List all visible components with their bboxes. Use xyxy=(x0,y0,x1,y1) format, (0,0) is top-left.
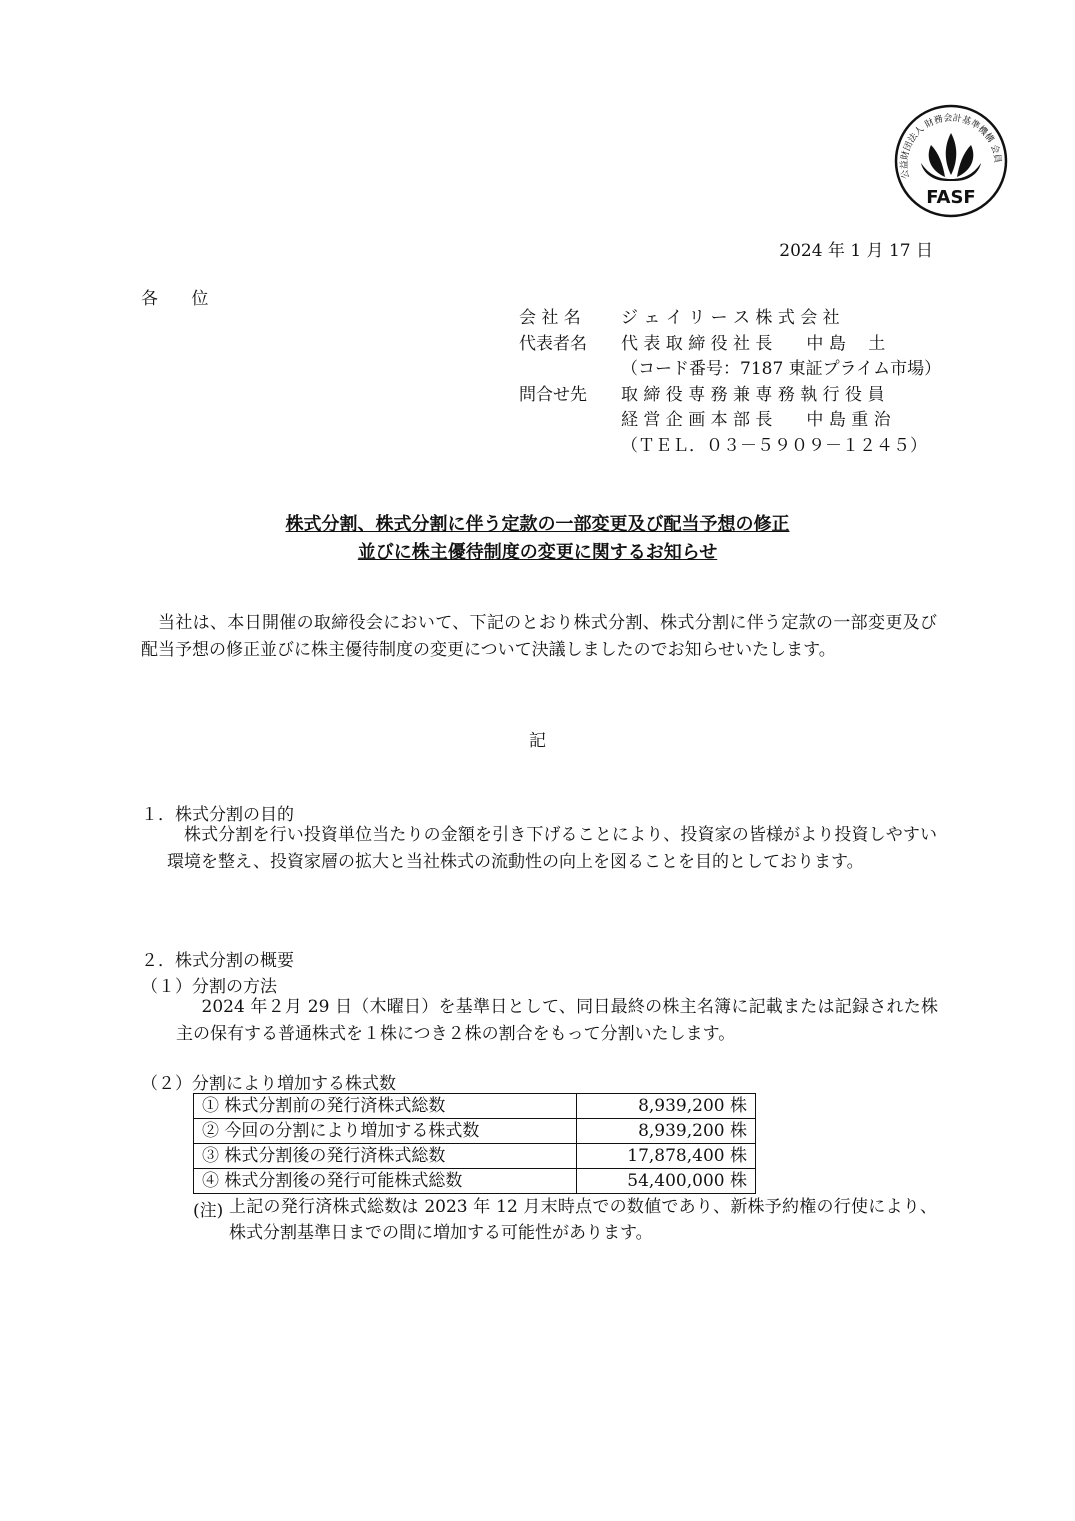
table-row xyxy=(194,1144,756,1169)
code-value: （コード番号：7187 東証プライム市場） xyxy=(621,359,942,379)
contact-title: 取 締 役 専 務 兼 専 務 執 行 役 員 xyxy=(621,384,885,405)
company-name-value: ジ ェ イ リ ー ス 株 式 会 社 xyxy=(621,308,840,328)
contact-person: 経 営 企 画 本 部 長 中 島 重 治 xyxy=(621,410,891,430)
table-row xyxy=(194,1094,756,1119)
company-name-row xyxy=(519,306,939,332)
section1-heading: １．株式分割の目的 xyxy=(141,805,294,825)
contact-row xyxy=(519,383,939,409)
company-name-label: 会 社 名 xyxy=(519,308,581,328)
table-cell-label: ① 株式分割前の発行済株式総数 xyxy=(194,1094,577,1119)
code-row xyxy=(519,357,942,383)
svg-text:FASF: FASF xyxy=(926,187,976,208)
section2-sub2-heading: （２）分割により増加する株式数 xyxy=(141,1074,396,1094)
section2-sub1-body: 2024 年２月 29 日（木曜日）を基準日として、同日最終の株主名簿に記載または記録された株主の保有する普通株式を１株につき２株の割合をもって分割いたします。 xyxy=(176,997,938,1044)
svg-text:公益財団法人 財務会計基準機構 会員: 公益財団法人 財務会計基準機構 会員 xyxy=(899,113,1003,180)
note-prefix: (注) xyxy=(193,1201,224,1221)
contact-person-row xyxy=(519,408,939,434)
release-date: 2024 年 1 月 17 日 xyxy=(779,241,933,261)
table-cell-value: 8,939,200 株 xyxy=(577,1094,756,1119)
section2-heading: ２．株式分割の概要 xyxy=(141,951,294,971)
company-info xyxy=(519,306,942,459)
document-title-line2: 並びに株主優待制度の変更に関するお知らせ xyxy=(357,542,718,563)
tel-label xyxy=(519,434,621,460)
table-cell-label: ④ 株式分割後の発行可能株式総数 xyxy=(194,1169,577,1194)
table-row xyxy=(194,1119,756,1144)
representative-label: 代表者名 xyxy=(519,333,587,354)
table-cell-value: 54,400,000 株 xyxy=(577,1169,756,1194)
fasf-logo xyxy=(893,103,1009,219)
section2-sub1-heading: （１）分割の方法 xyxy=(141,977,277,997)
tel-row xyxy=(519,434,939,460)
tel-value: （ＴＥＬ．０３－５９０９－１２４５） xyxy=(621,435,927,456)
intro-paragraph: 当社は、本日開催の取締役会において、下記のとおり株式分割、株式分割に伴う定款の一部変更及び配当予想の修正並びに株主優待制度の変更について決議しましたのでお知らせいたします。 xyxy=(141,613,937,660)
share-increase-table xyxy=(193,1093,756,1194)
addressee: 各 位 xyxy=(141,289,223,309)
code-label xyxy=(519,357,621,383)
table-cell-label: ③ 株式分割後の発行済株式総数 xyxy=(194,1144,577,1169)
section1-body: 株式分割を行い投資単位当たりの金額を引き下げることにより、投資家の皆様がより投資しやすい環境を整え、投資家層の拡大と当社株式の流動性の向上を図ることを目的としております。 xyxy=(167,825,937,872)
ki-heading: 記 xyxy=(529,731,546,751)
document-title-line1: 株式分割、株式分割に伴う定款の一部変更及び配当予想の修正 xyxy=(285,514,790,535)
representative-row xyxy=(519,332,939,358)
contact-label: 問合せ先 xyxy=(519,384,587,405)
table-cell-label: ② 今回の分割により増加する株式数 xyxy=(194,1119,577,1144)
representative-value: 代 表 取 締 役 社 長 中 島 土 xyxy=(621,333,886,354)
note-body: 上記の発行済株式総数は 2023 年 12 月末時点での数値であり、新株予約権の行使により、株式分割基準日までの間に増加する可能性があります。 xyxy=(229,1197,937,1243)
table-cell-value: 8,939,200 株 xyxy=(577,1119,756,1144)
contact-person-label xyxy=(519,408,621,434)
table-cell-value: 17,878,400 株 xyxy=(577,1144,756,1169)
table-row xyxy=(194,1169,756,1194)
